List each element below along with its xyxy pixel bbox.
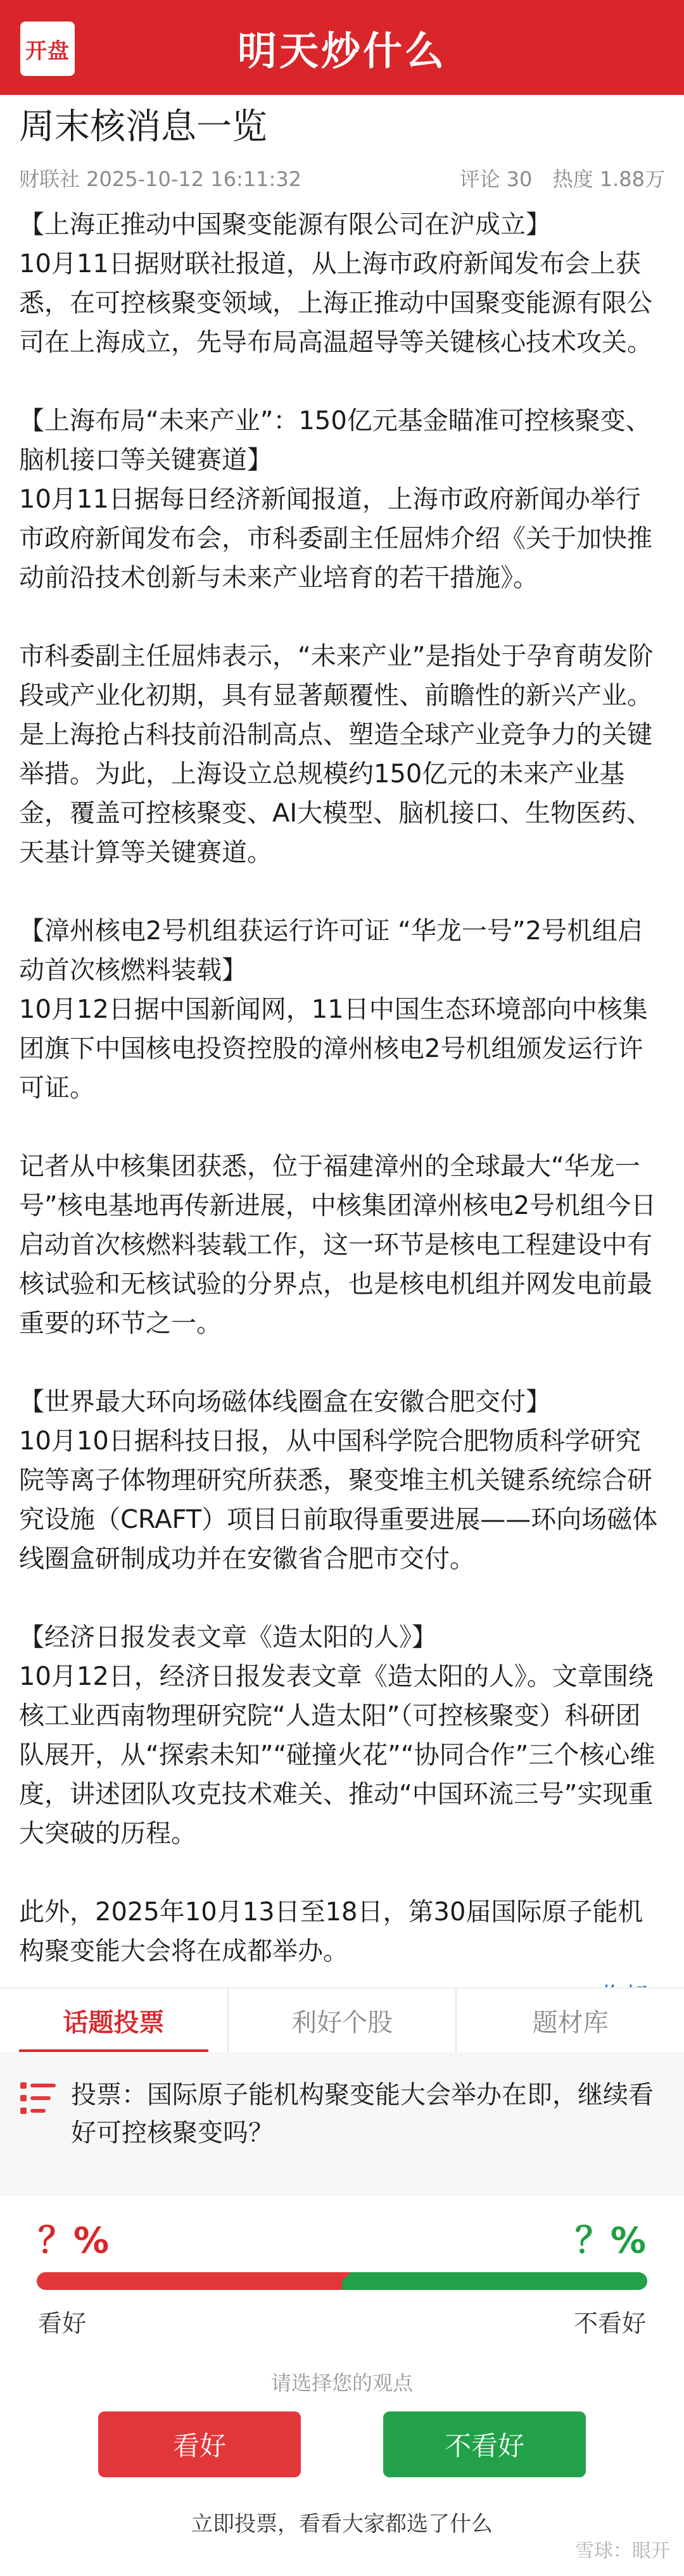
news-headline: 【世界最大环向场磁体线圈盒在安徽合肥交付】 [19,1387,551,1416]
tab-theme-library[interactable]: 题材库 [455,1989,684,2052]
article-meta [19,163,665,192]
vote-question [19,2076,665,2152]
news-paragraph: 此外，2025年10月13日至18日，第30届国际原子能机构聚变能大会将在成都举办。 [19,1897,643,1966]
brand-title: 明天炒什么 [237,27,446,74]
vote-footer-text: 立即投票，看看大家都选了什么 [191,2511,493,2537]
paragraph-gap [19,1853,665,1892]
article-body [19,205,665,1971]
stats [445,163,665,192]
news-headline: 【上海正推动中国聚变能源有限公司在沪成立】 [19,209,551,239]
news-paragraph: 市科委副主任屈炜表示，“未来产业”是指处于孕育萌发阶段或产业化初期，具有显著颠覆性、前瞻性的新兴产业。是上海抢占科技前沿制高点、塑造全球产业竞争力的关键举措。为此，上海设立总规模约150亿元的未来产业基金，覆盖可控核聚变、AI大模型、脑机接口、生物医药、天基计算等关键赛道。 [19,641,654,867]
paragraph-gap [19,872,665,911]
vote-hint: 请选择您的观点 [270,2371,413,2395]
bearish-percent: ？% [574,2220,646,2261]
news-paragraph: 10月10日据科技日报，从中国科学院合肥物质科学研究院等离子体物理研究所获悉，聚变堆主机关键系统综合研究设施（CRAFT）项目日前取得重要进展——环向场磁体线圈盒研制成功并在安徽省合肥市交付。 [19,1426,658,1573]
bearish-vote-button[interactable]: 不看好 [383,2411,586,2477]
vote-ratio-bar [37,2272,647,2290]
article-title: 周末核消息一览 [19,106,267,147]
news-paragraph: 记者从中核集团获悉，位于福建漳州的全球最大“华龙一号”核电基地再传新进展，中核集团漳州核电2号机组今日启动首次核燃料装载工作，这一环节是核电工程建设中有核试验和无核试验的分界点，也是核电机组并网发电前最重要的环节之一。 [19,1151,657,1338]
bullish-bar [37,2272,342,2290]
bearish-label: 不看好 [573,2310,646,2337]
paragraph-gap [19,1343,665,1382]
poll-list-icon [19,2079,60,2119]
news-paragraph: 10月11日据财联社报道，从上海市政府新闻发布会上获悉，在可控核聚变领域，上海正推动中国聚变能源有限公司在上海成立，先导布局高温超导等关键核心技术攻关。 [19,249,652,357]
tab-topic-vote[interactable]: 话题投票 [0,1989,227,2052]
bullish-label: 看好 [38,2310,87,2337]
bullish-vote-button[interactable]: 看好 [98,2411,301,2477]
app-logo: 开盘 [20,22,75,76]
article [19,104,665,2013]
paragraph-gap [19,1579,665,1618]
news-headline: 【上海布局“未来产业”：150亿元基金瞄准可控核聚变、脑机接口等关键赛道】 [19,406,651,475]
bullish-percent: ？% [38,2220,110,2261]
bar-divider [333,2272,351,2290]
news-headline: 【经济日报发表文章《造太阳的人》】 [19,1622,437,1652]
comment-count[interactable]: 评论 30 [459,166,533,191]
source-time: 财联社 2025-10-12 16:11:32 [19,166,302,191]
vote-section [0,2052,684,2567]
news-paragraph: 10月11日据每日经济新闻报道，上海市政府新闻办举行市政府新闻发布会，市科委副主任屈炜介绍《关于加快推动前沿技术创新与未来产业培育的若干措施》。 [19,484,652,592]
paragraph-gap [19,1108,665,1147]
bearish-bar [342,2272,647,2290]
vote-question-text: 投票：国际原子能机构聚变能大会举办在即，继续看好可控核聚变吗？ [71,2080,654,2148]
paragraph-gap [19,362,665,401]
tab-favorable-stocks[interactable]: 利好个股 [227,1989,456,2052]
paragraph-gap [19,597,665,637]
top-banner [0,0,684,95]
news-paragraph: 10月12日，经济日报发表文章《造太阳的人》。文章围绕核工业西南物理研究院“人造太阳”（可控核聚变）科研团队展开，从“探索未知”“碰撞火花”“协同合作”三个核心维度，讲述团队攻克技术难关、推动“中国环流三号”实现重大突破的历程。 [19,1661,656,1848]
watermark: 雪球：眼开 [575,2540,670,2562]
section-tabs [0,1987,684,2053]
heat-count: 热度 1.88万 [552,166,665,191]
news-headline: 【漳州核电2号机组获运行许可证 “华龙一号”2号机组启动首次核燃料装载】 [19,916,643,985]
news-paragraph: 10月12日据中国新闻网，11日中国生态环境部向中核集团旗下中国核电投资控股的漳州核电2号机组颁发运行许可证。 [19,994,648,1103]
